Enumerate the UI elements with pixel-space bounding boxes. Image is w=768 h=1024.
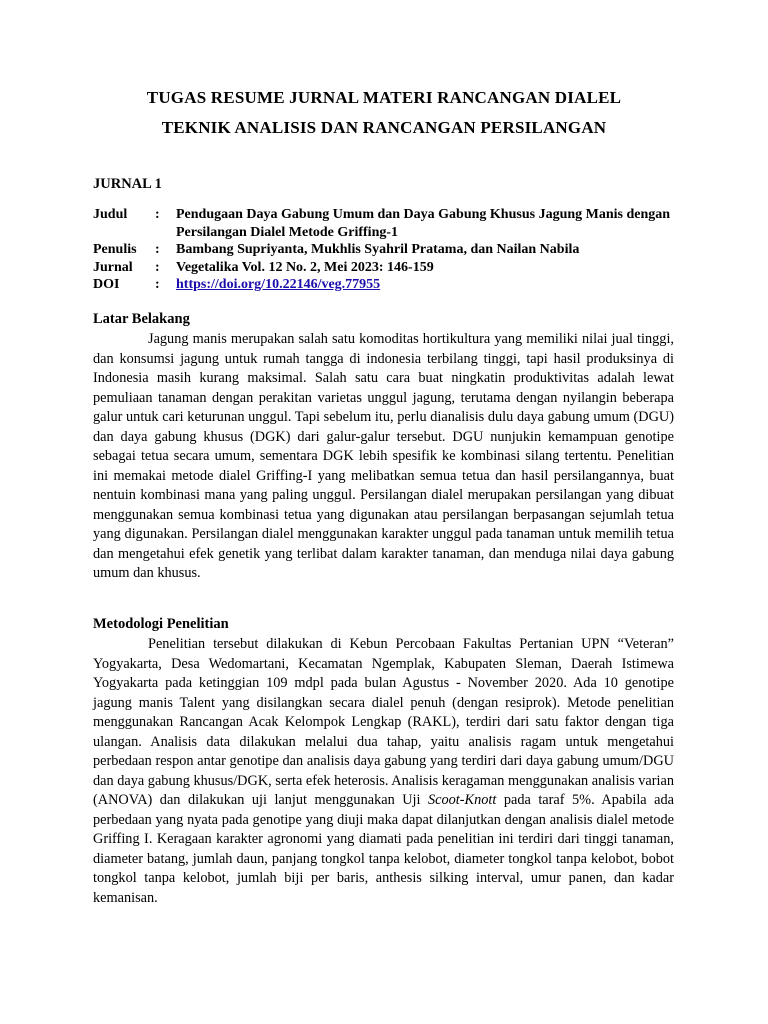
meta-value-penulis: Bambang Supriyanta, Mukhlis Syahril Pratama, dan Nailan Nabila [176, 242, 580, 257]
meta-value-judul: Pendugaan Daya Gabung Umum dan Daya Gabung Khusus Jagung Manis dengan Persilangan Dialel Metode Griffing-1 [176, 207, 671, 240]
meta-separator: : [155, 207, 160, 222]
metodologi-heading: Metodologi Penelitian [93, 616, 229, 632]
meta-row-doi [93, 276, 683, 294]
latar-belakang-heading: Latar Belakang [93, 311, 190, 327]
meta-label-doi: DOI [93, 277, 120, 292]
metodologi-text-part-2: pada taraf 5%. Apabila ada perbedaan yang nyata pada genotipe yang diuji maka dapat dilanjutkan dengan analisis dialel metode Griffing I. Keragaan karakter agronomi yang diamati pada penelitian ini terdiri dari tinggi tanaman, diameter batang, jumlah daun, panjang tongkol tanpa kelobot, diameter tongkol tanpa kelobot, bobot tongkol tanpa kelobot, jumlah biji per baris, anthesis silking interval, umur panen, dan kadar kemanisan. [93, 792, 674, 906]
document-title-line-2: TEKNIK ANALISIS DAN RANCANGAN PERSILANGAN [161, 118, 607, 137]
meta-separator: : [155, 242, 160, 257]
latar-belakang-paragraph: Jagung manis merupakan salah satu komoditas hortikultura yang memiliki nilai jual tinggi, dan konsumsi jagung untuk rumah tangga di indonesia terbilang tinggi, tapi hasil produksinya di Indonesia masih kurang maksimal. Salah satu cara buat ningkatin produktivitas adalah lewat pemuliaan tanaman dengan perakitan varietas unggul jagung, terutama dengan nyilangin beberapa galur untuk cari keturunan unggul. Tapi sebelum itu, perlu dianalisis dulu daya gabung umum (DGU) dan daya gabung khusus (DGK) dari galur-galur tersebut. DGU nunjukin kemampuan genotipe sebagai tetua secara umum, sementara DGK lebih spesifik ke kombinasi silang tertentu. Penelitian ini memakai metode dialel Griffing-I yang melibatkan semua tetua dan hasil persilangannya, buat nentuin kombinasi mana yang paling unggul. Persilangan dialel merupakan persilangan yang dibuat menggunakan semua kombinasi tetua yang digunakan atau persilangan berpasangan sejumlah tetua yang digunakan. Persilangan dialel menggunakan karakter unggul pada tanaman untuk memilih tetua dan mengetahui efek genetik yang terlibat dalam karakter tanaman, dan menduga nilai daya gabung umum dan khusus. [93, 331, 674, 581]
metodologi-text-part-1: Penelitian tersebut dilakukan di Kebun Percobaan Fakultas Pertanian UPN “Veteran” Yogyakarta, Desa Wedomartani, Kecamatan Ngemplak, Kabupaten Sleman, Daerah Istimewa Yogyakarta pada ketinggian 109 mdpl pada bulan Agustus - November 2020. Ada 10 genotipe jagung manis Talent yang disilangkan secara dialel penuh (dengan resiprok). Metode penelitian menggunakan Rancangan Acak Kelompok Lengkap (RAKL), terdiri dari satu faktor dengan tiga ulangan. Analisis data dilakukan melalui dua tahap, yaitu analisis ragam untuk mengetahui perbedaan respon antar genotipe dan analisis daya gabung yang terdiri dari daya gabung umum/DGU dan daya gabung khusus/DGK, serta efek heterosis. Analisis keragaman menggunakan analisis varian (ANOVA) dan dilakukan uji lanjut menggunakan Uji [93, 636, 674, 808]
meta-separator: : [155, 259, 160, 275]
meta-row-penulis [93, 241, 683, 259]
metodologi-italic-term: Scoot-Knott [428, 792, 497, 808]
meta-label-jurnal: Jurnal [93, 259, 133, 275]
meta-row-judul [93, 206, 683, 241]
meta-value-jurnal: Vegetalika Vol. 12 No. 2, Mei 2023: 146-159 [176, 259, 434, 275]
meta-label-penulis: Penulis [93, 242, 137, 257]
metodologi-paragraph [93, 635, 674, 908]
meta-value-doi [176, 276, 683, 294]
doi-link[interactable]: https://doi.org/10.22146/veg.77955 [176, 277, 381, 292]
meta-row-jurnal [93, 259, 683, 277]
jurnal-section-label: JURNAL 1 [93, 176, 162, 192]
journal-metadata-table [93, 206, 683, 294]
meta-label-judul: Judul [93, 207, 128, 222]
document-title-line-1: TUGAS RESUME JURNAL MATERI RANCANGAN DIALEL [146, 88, 622, 107]
meta-separator: : [155, 277, 160, 292]
